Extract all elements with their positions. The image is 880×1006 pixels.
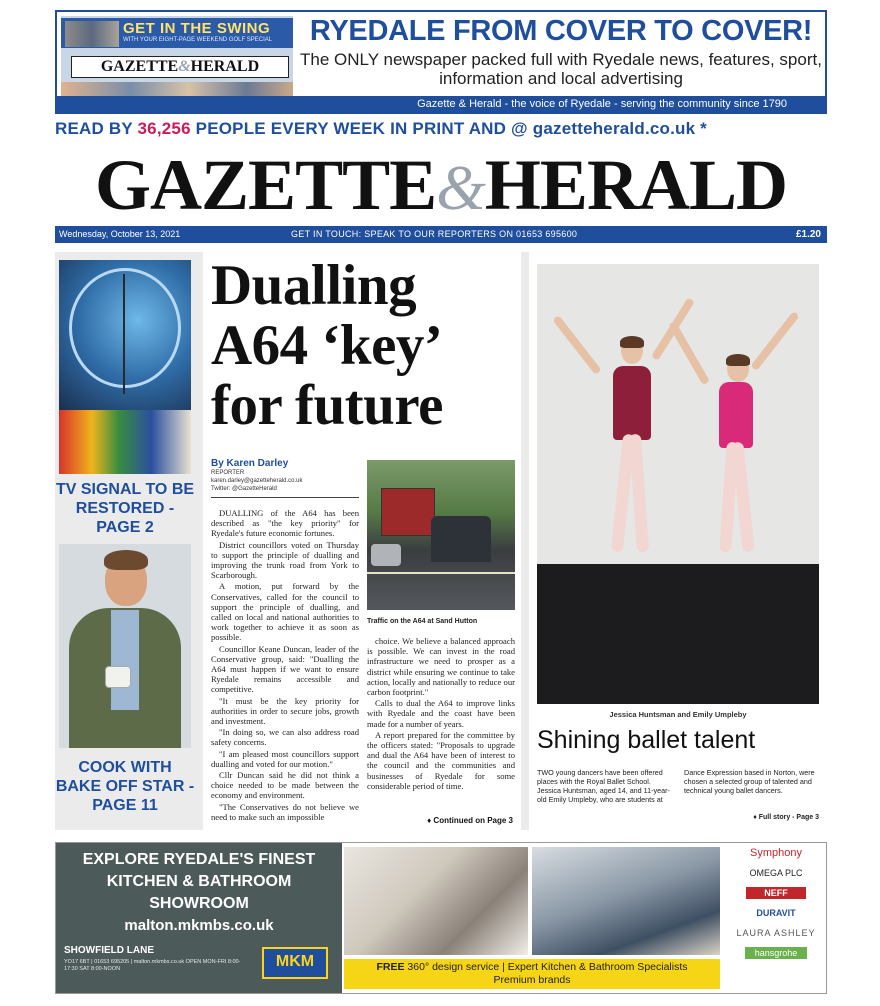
- advert-url[interactable]: malton.mkmbs.co.uk: [124, 917, 274, 934]
- readership-count: 36,256: [137, 119, 191, 138]
- advert-location: SHOWFIELD LANE: [64, 945, 154, 956]
- story-column-1: DUALLING of the A64 has been described as "the key priority" for Ryedale's future economic fortunes. District councillors voted on Thursday to support the principle of dualling and improving the trunk road from York to Scarborough. A motion, put forward by the Conservatives, called for the council to support the principle of dualling, and called on local and national authorities to work together to achieve it as soon as possible. Councillor Keane Duncan, leader of the Conservative group, said: "Dualling the A64 must happen if we want to ensure Ryedale remains accessible and competitive. "It must be the key priority for authorities in order to secure jobs, growth and investment. "In doing so, we can also address road safety concerns. "I am pleased most councillors support dualling and voted for our motion." Cllr Duncan said he did not think a choice needed to be made between the economy and environment. "The Conservatives do not believe we need to make such an impossible: [211, 508, 359, 822]
- bake-off-teaser[interactable]: COOK WITH BAKE OFF STAR - PAGE 11: [55, 759, 195, 814]
- front-page-panel: [55, 252, 827, 830]
- golf-special-title: GET IN THE SWING: [123, 20, 271, 37]
- promo-footer: Gazette & Herald - the voice of Ryedale - serving the community since 1790: [57, 96, 825, 112]
- showroom-photos: [344, 847, 720, 955]
- contact-line: GET IN TOUCH: SPEAK TO OUR REPORTERS ON 01653 695600: [291, 229, 578, 239]
- brand-logos: [728, 847, 824, 989]
- ballet-headline[interactable]: Shining ballet talent: [537, 726, 756, 754]
- story-column-2: choice. We believe a balanced approach is possible. We can invest in the road infrastructure we need to prosper as a district while ensuring we continue to take action, locally and nationally to reduce our carbon footprint." Calls to dual the A64 to improve links with Ryedale and the coast have been made for a number of years. A report prepared for the committee by the officers stated: "Proposals to upgrade and dual the A64 have been of interest to the council and the communities and businesses of Ryedale for some considerable period of time.: [367, 636, 515, 791]
- advert-line-1: EXPLORE RYEDALE'S FINEST: [82, 851, 316, 868]
- golf-special-strip: [61, 18, 293, 48]
- brand-symphony: Symphony: [750, 847, 802, 859]
- mkm-advert[interactable]: [55, 842, 827, 994]
- a64-traffic-photo: [367, 460, 515, 610]
- promo-headline: RYEDALE FROM COVER TO COVER!: [309, 15, 813, 47]
- brand-laura-ashley: LAURA ASHLEY: [736, 928, 816, 938]
- ballet-body: TWO young dancers have been offered places with the Royal Ballet School. Jessica Huntsman, aged 14, and 11-year-old Emily Umpleby, who are students at Dance Expression based in Norton, were chosen a selected group of talented and technical young ballet dancers.: [537, 768, 815, 804]
- advert-offer-strip: FREE 360° design service | Expert Kitchen & Bathroom Specialists Premium brands: [344, 959, 720, 989]
- bake-off-star-photo: [59, 544, 191, 748]
- lead-story: [203, 252, 521, 830]
- advert-line-2: KITCHEN & BATHROOM: [106, 873, 292, 890]
- brand-duravit: DURAVIT: [756, 908, 796, 918]
- promo-text: [297, 12, 825, 98]
- golf-special-subtitle: WITH YOUR EIGHT-PAGE WEEKEND GOLF SPECIAL: [123, 37, 273, 43]
- ballet-photo: [537, 264, 819, 704]
- byline: By Karen Darley REPORTER karen.darley@gazetteherald.co.uk Twitter: @GazetteHerald: [211, 458, 359, 498]
- date-bar: [55, 226, 827, 243]
- sidebar: [55, 252, 195, 830]
- ballet-full-story-link[interactable]: ♦ Full story - Page 3: [753, 814, 819, 821]
- masthead: GAZETTE&HERALD: [95, 145, 787, 225]
- brand-neff: NEFF: [746, 887, 806, 899]
- bathroom-photo: [532, 847, 720, 955]
- ballet-story: [529, 252, 827, 830]
- mug: [105, 666, 131, 688]
- golf-thumbnail: [65, 21, 119, 47]
- mini-masthead: GAZETTE&HERALD: [71, 56, 289, 78]
- continued-link[interactable]: ♦ Continued on Page 3: [427, 816, 513, 825]
- tv-signal-teaser[interactable]: TV SIGNAL TO BE RESTORED - PAGE 2: [55, 481, 195, 536]
- promo-subline: The ONLY newspaper packed full with Ryedale news, features, sport, information and local advertising: [300, 50, 822, 88]
- tv-mast: [123, 274, 125, 394]
- tv-mast-photo: [59, 260, 191, 474]
- cover-price: £1.20: [795, 229, 821, 240]
- lead-headline[interactable]: Dualling A64 ‘key’ for future: [211, 254, 443, 437]
- promo-banner: [55, 10, 827, 114]
- advert-address: YO17 6BT | 01653 695205 | malton.mkmbs.co.uk OPEN MON-FRI 8:00-17:30 SAT 8:00-NOON: [64, 959, 241, 972]
- kitchen-photo: [344, 847, 528, 955]
- advert-text-panel: [56, 843, 342, 993]
- brand-omega: OMEGA PLC: [749, 868, 803, 878]
- issue-date: Wednesday, October 13, 2021: [59, 229, 181, 239]
- readership-line: READ BY 36,256 PEOPLE EVERY WEEK IN PRINT AND @ gazetteherald.co.uk *: [55, 119, 708, 138]
- mkm-logo: MKM: [262, 947, 328, 979]
- brand-hansgrohe: hansgrohe: [745, 947, 807, 959]
- advert-line-3: SHOWROOM: [149, 895, 249, 912]
- a64-photo-caption: Traffic on the A64 at Sand Hutton: [367, 618, 478, 625]
- ballet-photo-caption: Jessica Huntsman and Emily Umpleby: [609, 710, 747, 719]
